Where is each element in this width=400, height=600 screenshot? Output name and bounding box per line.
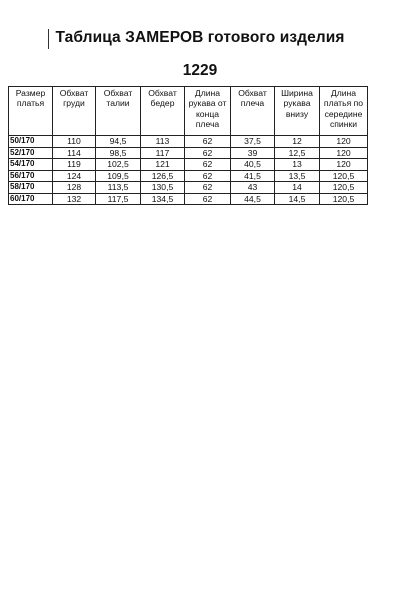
table-cell: 120,5	[320, 193, 368, 205]
table-cell: 121	[141, 159, 185, 171]
table-cell: 124	[53, 170, 96, 182]
table-cell: 94,5	[96, 136, 141, 148]
size-cell: 60/170	[9, 193, 53, 205]
table-cell: 120,5	[320, 170, 368, 182]
table-cell: 98,5	[96, 147, 141, 159]
table-cell: 120	[320, 136, 368, 148]
model-number: 1229	[182, 62, 218, 79]
table-cell: 117,5	[96, 193, 141, 205]
table-cell: 13,5	[275, 170, 320, 182]
table-row	[9, 136, 368, 148]
table-cell: 13	[275, 159, 320, 171]
table-cell: 12,5	[275, 147, 320, 159]
header-cell: Обхват бедер	[141, 87, 185, 136]
header-cell: Длина платья по середине спинки	[320, 87, 368, 136]
table-cell: 113,5	[96, 182, 141, 194]
header-cell: Обхват груди	[53, 87, 96, 136]
table-cell: 117	[141, 147, 185, 159]
table-cell: 130,5	[141, 182, 185, 194]
table-row	[9, 182, 368, 194]
size-cell: 50/170	[9, 136, 53, 148]
size-cell: 58/170	[9, 182, 53, 194]
table-cell: 44,5	[231, 193, 275, 205]
table-cell: 109,5	[96, 170, 141, 182]
header-cell: Ширина рукава внизу	[275, 87, 320, 136]
table-cell: 120	[320, 147, 368, 159]
table-cell: 62	[185, 170, 231, 182]
size-cell: 54/170	[9, 159, 53, 171]
table-cell: 40,5	[231, 159, 275, 171]
table-cell: 62	[185, 193, 231, 205]
table-row	[9, 170, 368, 182]
size-cell: 56/170	[9, 170, 53, 182]
table-cell: 134,5	[141, 193, 185, 205]
header-cell: Обхват талии	[96, 87, 141, 136]
table-cell: 128	[53, 182, 96, 194]
header-cell: Длина рукава от конца плеча	[185, 87, 231, 136]
size-cell: 52/170	[9, 147, 53, 159]
table-cell: 14,5	[275, 193, 320, 205]
table-cell: 120,5	[320, 182, 368, 194]
table-cell: 43	[231, 182, 275, 194]
table-cell: 119	[53, 159, 96, 171]
table-cell: 12	[275, 136, 320, 148]
table-row	[9, 193, 368, 205]
document-title: Таблица ЗАМЕРОВ готового изделия	[55, 29, 345, 46]
table-cell: 120	[320, 159, 368, 171]
header-cell: Размер платья	[9, 87, 53, 136]
table-row	[9, 159, 368, 171]
table-cell: 37,5	[231, 136, 275, 148]
table-cell: 62	[185, 147, 231, 159]
table-header-row	[9, 87, 368, 136]
table-cell: 62	[185, 182, 231, 194]
table-cell: 132	[53, 193, 96, 205]
measurements-table	[8, 86, 368, 205]
header-cell: Обхват плеча	[231, 87, 275, 136]
table-cell: 110	[53, 136, 96, 148]
table-cell: 14	[275, 182, 320, 194]
table-cell: 62	[185, 136, 231, 148]
table-cell: 102,5	[96, 159, 141, 171]
table-cell: 126,5	[141, 170, 185, 182]
table-cell: 39	[231, 147, 275, 159]
table-cell: 114	[53, 147, 96, 159]
table-cell: 62	[185, 159, 231, 171]
table-cell: 113	[141, 136, 185, 148]
table-cell: 41,5	[231, 170, 275, 182]
table-row	[9, 147, 368, 159]
